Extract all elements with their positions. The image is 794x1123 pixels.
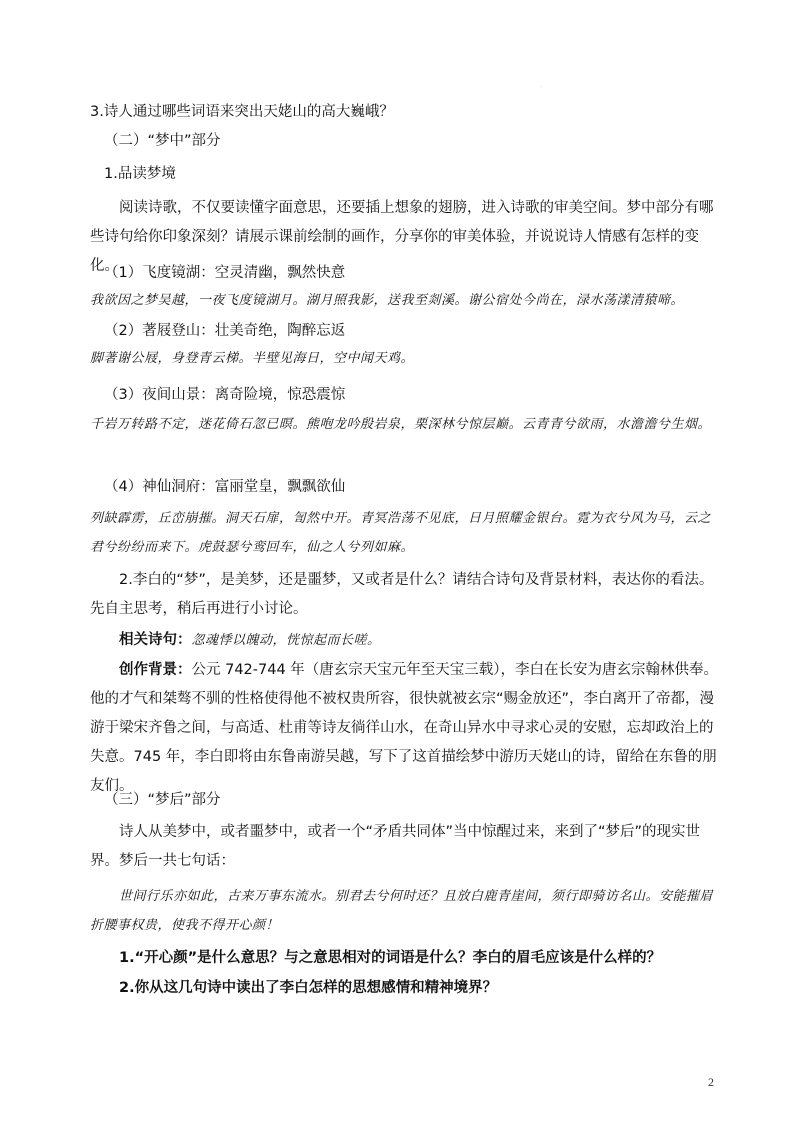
question-thoughts-feelings: 2.你从这几句诗中读出了李白怎样的思想感情和精神境界？ <box>119 980 498 996</box>
page-number: 2 <box>708 1075 714 1089</box>
creation-background-label: 创作背景： <box>119 662 192 678</box>
question-3: 3.诗人通过哪些词语来突出天姥山的高大巍峨？ <box>90 104 394 120</box>
section-2-title: （二）“梦中”部分 <box>104 133 221 149</box>
question-2-dream-nature: 2.李白的“梦”，是美梦，还是噩梦，又或者是什么？请结合诗句及背景材料，表达你的看法。先自主思考，稍后再进行小讨论。 <box>90 572 714 617</box>
dream-intro-paragraph: 阅读诗歌，不仅要读懂字面意思，还要插上想象的翅膀，进入诗歌的审美空间。梦中部分有哪些诗句给你印象深刻？请展示课前绘制的画作，分享你的审美体验，并说说诗人情感有怎样的变化。 <box>90 200 714 274</box>
related-lines-text: 忽魂悸以魄动，恍惊起而长嗟。 <box>191 633 381 648</box>
creation-background-text: 公元 742-744 年（唐玄宗天宝元年至天宝三载），李白在长安为唐玄宗翰林供奉。他的才气和桀骜不驯的性格使得他不被权贵所容，很快就被玄宗“赐金放还”，李白离开了帝都，漫游于梁宋齐鲁之间，与高适、杜甫等诗友徜徉山水，在奇山异水中寻求心灵的安慰，忘却政治上的失意。745 年，李白即将由东鲁南游吴越，写下了这首描绘梦中游历天姥山的诗，留给在东鲁的朋友们。 <box>90 662 719 794</box>
after-dream-intro: 诗人从美梦中，或者噩梦中，或者一个“矛盾共同体”当中惊醒过来，来到了“梦后”的现实世界。梦后一共七句话： <box>90 824 701 869</box>
scene-3-title: （3）夜间山景：离奇险境，惊恐震惊 <box>104 387 346 403</box>
scene-4-title: （4）神仙洞府：富丽堂皇，飘飘欲仙 <box>104 479 346 495</box>
after-dream-poem: 世间行乐亦如此，古来万事东流水。别君去兮何时还？且放白鹿青崖间，须行即骑访名山。安能摧眉折腰事权贵，使我不得开心颜！ <box>90 889 714 933</box>
scene-2-title: （2）著屐登山：壮美奇绝，陶醉忘返 <box>104 323 346 339</box>
related-lines-label: 相关诗句： <box>119 632 192 648</box>
creation-background <box>90 656 720 801</box>
scene-1-title: （1）飞度镜湖：空灵清幽，飘然快意 <box>104 265 346 281</box>
question-happy-face: 1.“开心颜”是什么意思？与之意思相对的词语是什么？李白的眉毛应该是什么样的？ <box>119 950 662 966</box>
scene-1-poem: 我欲因之梦吴越，一夜飞度镜湖月。湖月照我影，送我至剡溪。谢公宿处今尚在，渌水荡漾清猿啼。 <box>90 293 685 308</box>
scene-2-poem: 脚著谢公屐，身登青云梯。半壁见海日，空中闻天鸡。 <box>90 351 415 366</box>
related-lines <box>90 626 720 655</box>
scene-4-poem: 列缺霹雳，丘峦崩摧。洞天石扉，訇然中开。青冥浩荡不见底，日月照耀金银台。霓为衣兮风为马，云之君兮纷纷而来下。虎鼓瑟兮鸾回车，仙之人兮列如麻。 <box>90 511 712 555</box>
top-dot-mark: · <box>540 84 542 91</box>
scene-3-poem: 千岩万转路不定，迷花倚石忽已暝。熊咆龙吟殷岩泉，栗深林兮惊层巅。云青青兮欲雨，水澹澹兮生烟。 <box>90 417 712 432</box>
section-3-title: （三）“梦后”部分 <box>104 792 221 808</box>
subsection-1-title: 1.品读梦境 <box>104 166 176 182</box>
